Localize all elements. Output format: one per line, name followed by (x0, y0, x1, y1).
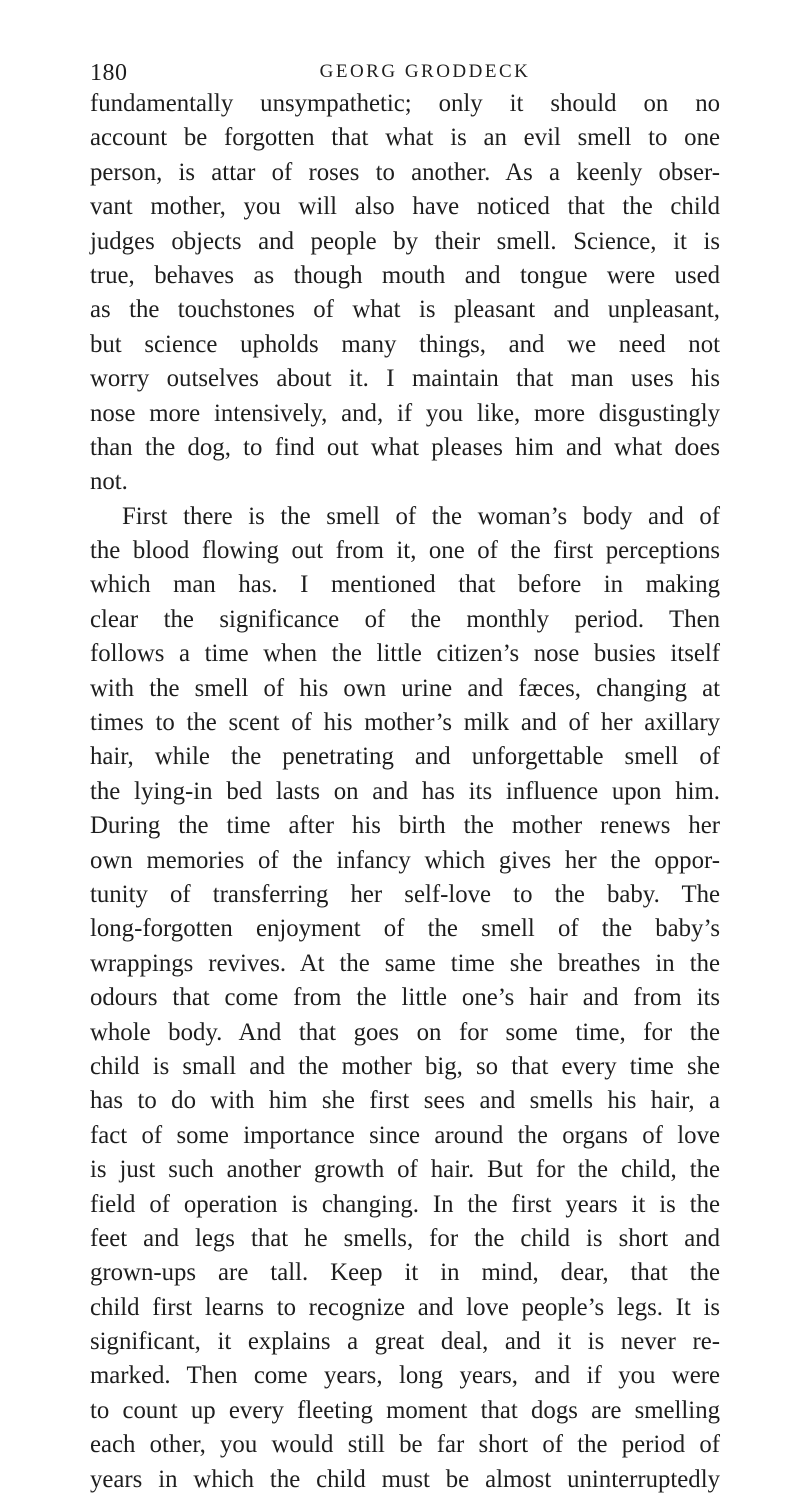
text-line: to count up every fleeting moment that dogs are smelling (90, 1396, 720, 1424)
page-number: 180 (90, 60, 128, 86)
text-line: wrappings revives. At the same time she breathes in the (90, 949, 720, 977)
text-line: vant mother, you will also have noticed that the child (90, 193, 720, 221)
text-line: the blood flowing out from it, one of the first perceptions (90, 537, 720, 565)
text-line: grown-ups are tall. Keep it in mind, dear, that the (90, 1259, 720, 1287)
text-line: each other, you would still be far short of the period of (90, 1431, 720, 1459)
text-line: times to the scent of his mother’s milk and of her axillary (90, 709, 720, 737)
text-line: fundamentally unsympathetic; only it should on no (90, 90, 720, 117)
text-line: with the smell of his own urine and fæces, changing at (90, 674, 720, 702)
running-head (90, 60, 720, 88)
body-text (90, 87, 720, 1497)
text-line: nose more intensively, and, if you like, more disgustingly (90, 399, 720, 427)
text-line: not. (90, 468, 128, 496)
text-line: child first learns to recognize and love people’s legs. It is (90, 1293, 720, 1321)
text-line: odours that come from the little one’s hair and from its (90, 984, 720, 1012)
text-line: years in which the child must be almost uninterruptedly (90, 1465, 720, 1493)
text-line: judges objects and people by their smell. Science, it is (90, 227, 720, 255)
text-line: worry outselves about it. I maintain that man uses his (90, 365, 720, 393)
text-line: During the time after his birth the mother renews her (90, 812, 720, 840)
text-line: follows a time when the little citizen’s nose busies itself (90, 640, 720, 668)
text-line: true, behaves as though mouth and tongue were used (90, 261, 720, 289)
text-line: long-forgotten enjoyment of the smell of the baby’s (90, 915, 720, 943)
text-line: First there is the smell of the woman’s body and of (122, 502, 720, 530)
text-line: marked. Then come years, long years, and if you were (90, 1362, 720, 1390)
text-line: field of operation is changing. In the first years it is the (90, 1190, 720, 1218)
text-line: fact of some importance since around the organs of love (90, 1121, 720, 1149)
text-line: which man has. I mentioned that before in making (90, 571, 720, 599)
text-line: account be forgotten that what is an evil smell to one (90, 124, 720, 152)
text-line: hair, while the penetrating and unforgettable smell of (90, 743, 720, 771)
book-page (90, 60, 720, 1493)
text-line: own memories of the infancy which gives her the oppor- (90, 846, 720, 874)
text-line: has to do with him she first sees and smells his hair, a (90, 1087, 720, 1115)
text-line: feet and legs that he smells, for the child is short and (90, 1224, 720, 1252)
running-title: GEORG GRODDECK (319, 61, 531, 82)
text-line: as the touchstones of what is pleasant and unpleasant, (90, 296, 720, 324)
text-line: clear the significance of the monthly period. Then (90, 605, 720, 633)
text-line: but science upholds many things, and we need not (90, 330, 720, 358)
text-line: the lying-in bed lasts on and has its influence upon him. (90, 777, 720, 805)
text-line: than the dog, to find out what pleases him and what does (90, 433, 720, 461)
text-line: person, is attar of roses to another. As a keenly obser- (90, 158, 720, 186)
text-line: significant, it explains a great deal, and it is never re- (90, 1328, 720, 1356)
text-line: tunity of transferring her self-love to the baby. The (90, 880, 720, 908)
text-line: is just such another growth of hair. But for the child, the (90, 1156, 720, 1184)
text-line: whole body. And that goes on for some time, for the (90, 1018, 720, 1046)
text-line: child is small and the mother big, so that every time she (90, 1052, 720, 1080)
